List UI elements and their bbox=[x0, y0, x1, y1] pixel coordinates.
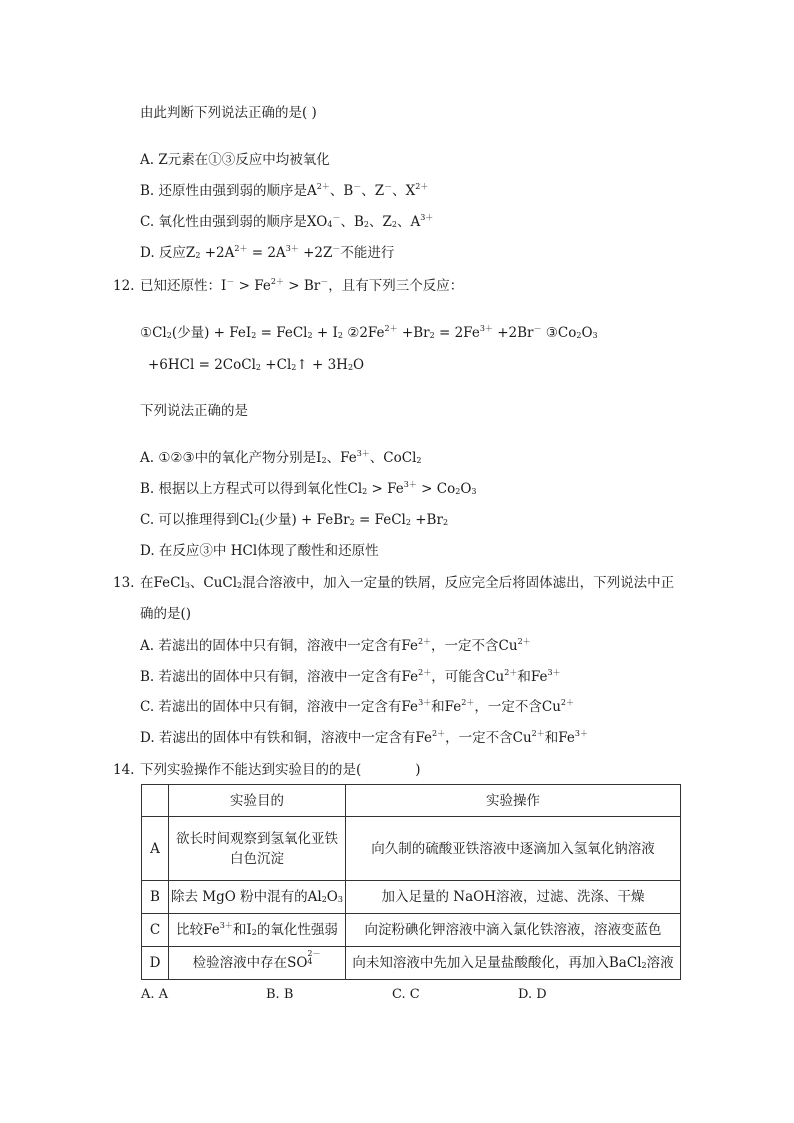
experiment-table bbox=[141, 784, 681, 980]
q11-option-b[interactable]: B. 还原性由强到弱的顺序是$A^{2+}$、B－、Z－、$X^{2+}$ bbox=[140, 182, 429, 199]
row-label: C bbox=[142, 914, 169, 947]
q12-stem: 已知还原性：$I^- > Fe^{2+} > Br^-$，且有下列三个反应： bbox=[140, 277, 464, 294]
q12-option-b[interactable]: B. 根据以上方程式可以得到氧化性$Cl_2 > Fe^{3+} > Co_2O_3$ bbox=[140, 480, 477, 497]
q13-option-a[interactable]: A. 若滤出的固体中只有铜，溶液中一定含有$Fe^{2+}$，一定不含$Cu^{2+}$ bbox=[140, 637, 531, 654]
q13-option-d[interactable]: D. 若滤出的固体中有铁和铜，溶液中一定含有$Fe^{2+}$，一定不含$Cu^{2+}$和$Fe^{3+}$ bbox=[140, 729, 588, 746]
q13-option-b[interactable]: B. 若滤出的固体中只有铜，溶液中一定含有$Fe^{2+}$，可能含$Cu^{2+}$和$Fe^{3+}$ bbox=[140, 668, 561, 685]
table-row bbox=[142, 914, 681, 947]
q14-answer-b[interactable]: B. B bbox=[266, 987, 294, 1002]
q12-stem2: 下列说法正确的是 bbox=[140, 403, 248, 419]
q12-reactions-line1: $①Cl_2$(少量) + FeI$_2$ = FeCl$_2$ + $I_2$ $②2Fe^{2+} +Br_2 = 2Fe^{3+} +2Br^-$ $③Co_2O_3$ bbox=[140, 324, 598, 341]
q14-answer-d[interactable]: D. D bbox=[518, 987, 547, 1002]
row-operation: 向久制的硫酸亚铁溶液中逐滴加入氢氧化钠溶液 bbox=[346, 817, 681, 881]
q12-option-a[interactable]: A. ①②③中的氧化产物分别是$I_2$、$Fe^{3+}$、CoCl$_2$ bbox=[140, 449, 422, 466]
q12-reactions-line2: +6HCl = 2CoCl$_2$ $+Cl_2↑ + 3H_2O$ bbox=[148, 357, 365, 373]
row-operation: 加入足量的 NaOH溶液，过滤、洗涤、干燥 bbox=[346, 881, 681, 914]
q11-stem: 由此判断下列说法正确的是( ) bbox=[140, 105, 317, 121]
q14-answer-a[interactable]: A. A bbox=[141, 987, 169, 1002]
table-header-empty bbox=[142, 785, 169, 817]
row-operation: 向未知溶液中先加入足量盐酸酸化，再加入BaCl$_2$溶液 bbox=[346, 947, 681, 980]
table-row bbox=[142, 947, 681, 980]
table-header-operation: 实验操作 bbox=[346, 785, 681, 817]
q13-stem-cont: 确的是() bbox=[140, 606, 192, 622]
row-label: D bbox=[142, 947, 169, 980]
q12-option-d[interactable]: D. 在反应③中 HCl体现了酸性和还原性 bbox=[140, 543, 379, 559]
table-row bbox=[142, 817, 681, 881]
table-row bbox=[142, 881, 681, 914]
q13-option-c[interactable]: C. 若滤出的固体中只有铜，溶液中一定含有$Fe^{3+}$和$Fe^{2+}$，一定不含$Cu^{2+}$ bbox=[140, 698, 574, 715]
row-goal: 检验溶液中存在SO 2－ 4 bbox=[169, 947, 346, 980]
row-operation: 向淀粉碘化钾溶液中滴入氯化铁溶液，溶液变蓝色 bbox=[346, 914, 681, 947]
row-goal: 欲长时间观察到氢氧化亚铁 白色沉淀 bbox=[169, 817, 346, 881]
row-label: B bbox=[142, 881, 169, 914]
q11-option-c[interactable]: C. 氧化性由强到弱的顺序是$XO_4^-$、$B_2$、$Z_2$、$A^{3+}$ bbox=[140, 213, 434, 230]
q12-option-c[interactable]: C. 可以推理得到$Cl_2$(少量) + FeBr$_2$ = FeCl$_2$ $+Br_2$ bbox=[140, 512, 449, 528]
row-label: A bbox=[142, 817, 169, 881]
q13-stem: 在FeCl$_3$、CuCl$_2$混合溶液中，加入一定量的铁屑，反应完全后将固体滤出，下列说法中正 bbox=[140, 575, 675, 591]
table-header-goal: 实验目的 bbox=[169, 785, 346, 817]
q11-option-a[interactable]: A. Z元素在①③反应中均被氧化 bbox=[140, 152, 330, 168]
q14-answer-c[interactable]: C. C bbox=[392, 987, 420, 1002]
row-goal: 除去 MgO 粉中混有的$Al_2O_3$ bbox=[169, 881, 346, 914]
q14-number: 14. bbox=[113, 762, 135, 778]
q11-option-d[interactable]: D. 反应$Z_2 +2A^{2+} = 2A^{3+} +2Z^-$不能进行 bbox=[140, 244, 395, 261]
table-header-row bbox=[142, 785, 681, 817]
q13-number: 13. bbox=[113, 575, 135, 591]
row-goal: 比较$Fe^{3+}$和$I_2$的氧化性强弱 bbox=[169, 914, 346, 947]
q14-stem: 下列实验操作不能达到实验目的的是( ) bbox=[140, 762, 421, 778]
q12-number: 12. bbox=[113, 278, 135, 294]
